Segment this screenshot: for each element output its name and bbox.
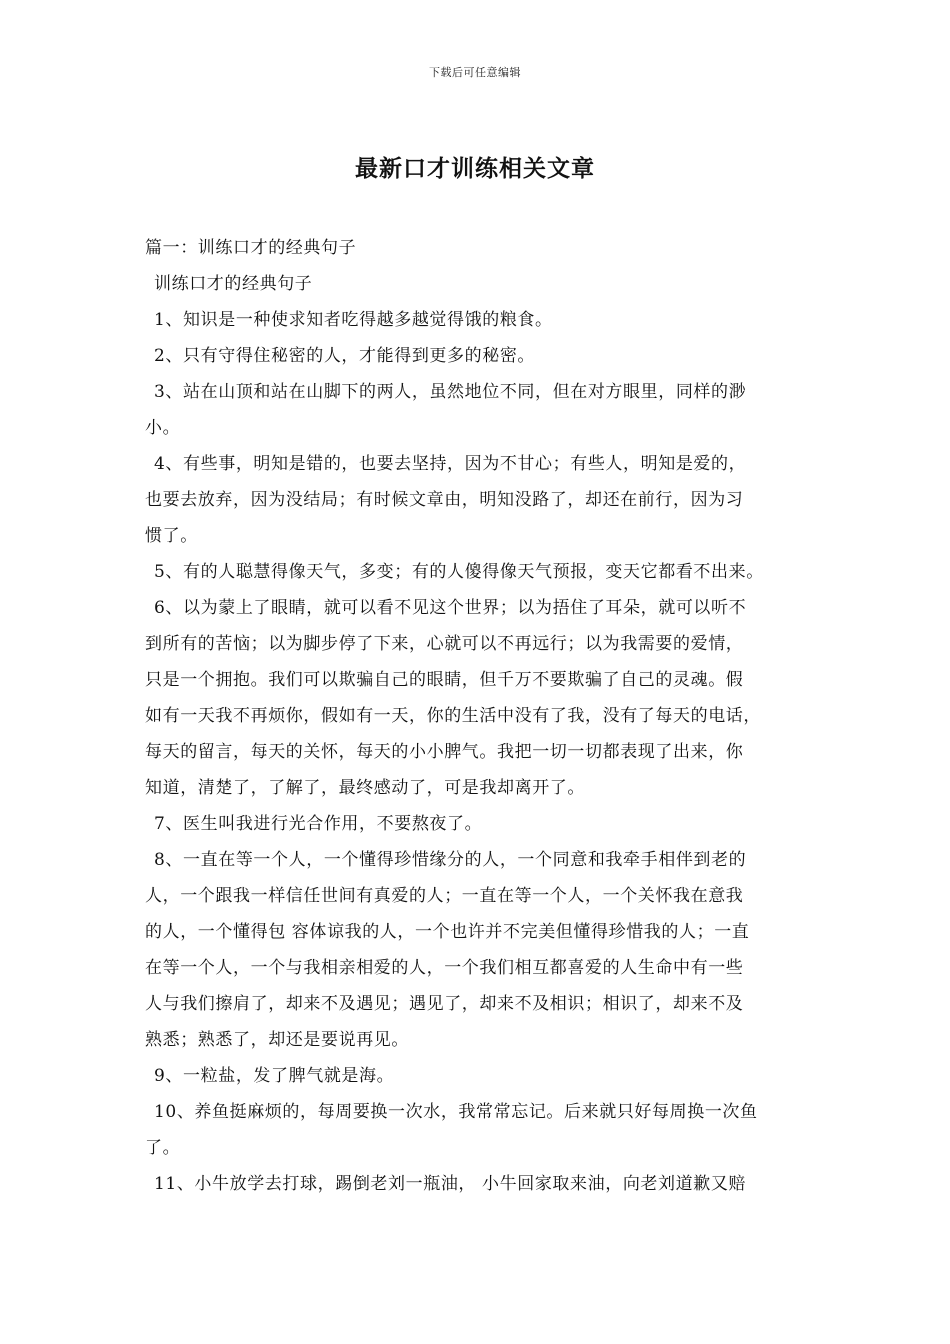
paragraph-line: 也要去放弃，因为没结局；有时候文章由，明知没路了，却还在前行，因为习 xyxy=(145,490,744,510)
paragraph-line: 在等一个人，一个与我相亲相爱的人，一个我们相互都喜爱的人生命中有一些 xyxy=(145,958,744,978)
subheading: 训练口才的经典句子 xyxy=(154,274,313,294)
paragraph-line: 知道，清楚了，了解了，最终感动了，可是我却离开了。 xyxy=(145,778,585,798)
paragraph-line: 8、一直在等一个人，一个懂得珍惜缘分的人，一个同意和我牵手相伴到老的 xyxy=(154,850,747,870)
paragraph-line: 了。 xyxy=(145,1138,181,1158)
paragraph-line: 的人，一个懂得包 容体谅我的人，一个也许并不完美但懂得珍惜我的人；一直 xyxy=(145,922,750,942)
paragraph-line: 如有一天我不再烦你，假如有一天，你的生活中没有了我，没有了每天的电话， xyxy=(145,706,761,726)
paragraph-line: 10、养鱼挺麻烦的，每周要换一次水，我常常忘记。后来就只好每周换一次鱼 xyxy=(154,1102,758,1122)
paragraph-line: 5、有的人聪慧得像天气，多变；有的人傻得像天气预报，变天它都看不出来。 xyxy=(154,562,764,582)
paragraph-line: 3、站在山顶和站在山脚下的两人，虽然地位不同，但在对方眼里，同样的渺 xyxy=(154,382,747,402)
paragraph-line: 到所有的苦恼；以为脚步停了下来，心就可以不再远行；以为我需要的爱情， xyxy=(145,634,744,654)
document-title: 最新口才训练相关文章 xyxy=(355,155,595,182)
paragraph-line: 惯了。 xyxy=(145,526,198,546)
paragraph-line: 每天的留言，每天的关怀，每天的小小脾气。我把一切一切都表现了出来，你 xyxy=(145,742,744,762)
paragraph-line: 4、有些事，明知是错的，也要去坚持，因为不甘心；有些人，明知是爱的， xyxy=(154,454,747,474)
document-body xyxy=(145,230,821,1202)
paragraph-line: 11、小牛放学去打球，踢倒老刘一瓶油， 小牛回家取来油，向老刘道歉又赔 xyxy=(154,1174,747,1194)
paragraph-line: 小。 xyxy=(145,418,181,438)
paragraph-line: 人与我们擦肩了，却来不及遇见；遇见了，却来不及相识；相识了，却来不及 xyxy=(145,994,744,1014)
paragraph-line: 只是一个拥抱。我们可以欺骗自己的眼睛，但千万不要欺骗了自己的灵魂。假 xyxy=(145,670,744,690)
paragraph-line: 9、一粒盐，发了脾气就是海。 xyxy=(154,1066,395,1086)
paragraph-line: 7、医生叫我进行光合作用，不要熬夜了。 xyxy=(154,814,483,834)
paragraph-line: 人，一个跟我一样信任世间有真爱的人；一直在等一个人，一个关怀我在意我 xyxy=(145,886,744,906)
paragraph-line: 2、只有守得住秘密的人，才能得到更多的秘密。 xyxy=(154,346,536,366)
section-heading: 篇一：训练口才的经典句子 xyxy=(145,238,357,258)
paragraph-line: 6、以为蒙上了眼睛，就可以看不见这个世界；以为捂住了耳朵，就可以听不 xyxy=(154,598,747,618)
paragraph-line: 熟悉；熟悉了，却还是要说再见。 xyxy=(145,1030,409,1050)
paragraph-line: 1、知识是一种使求知者吃得越多越觉得饿的粮食。 xyxy=(154,310,553,330)
header-note: 下载后可任意编辑 xyxy=(429,66,521,79)
